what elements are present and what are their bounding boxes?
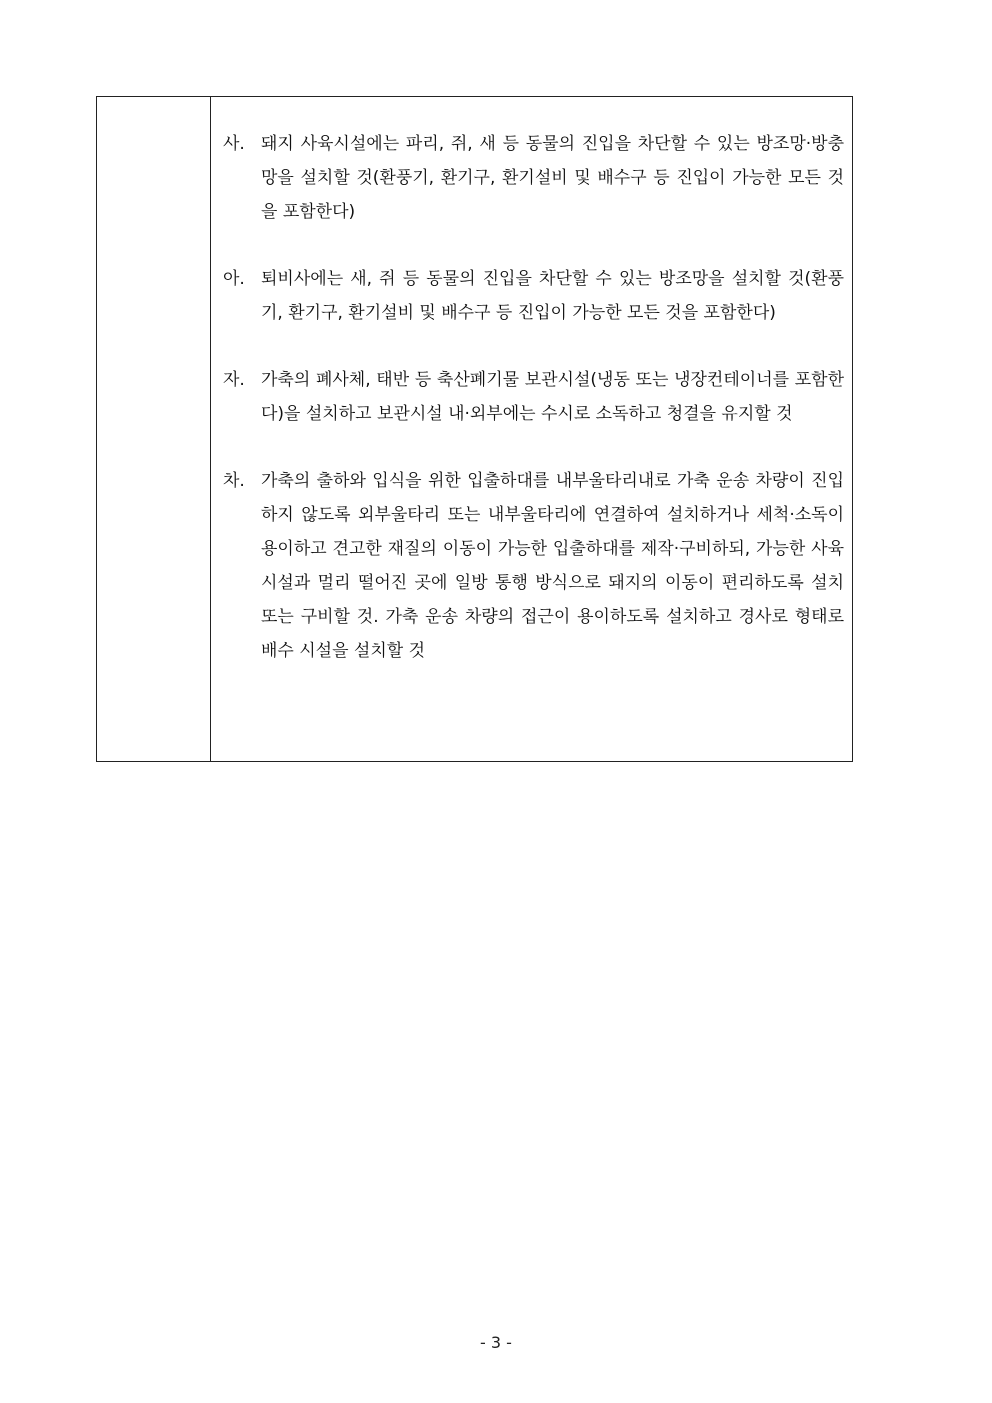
list-item-ja xyxy=(223,363,844,431)
item-marker: 차. xyxy=(223,471,245,491)
item-text: 퇴비사에는 새, 쥐 등 동물의 진입을 차단할 수 있는 방조망을 설치할 것(환풍기, 환기구, 환기설비 및 배수구 등 진입이 가능한 모든 것을 포함한다) xyxy=(261,269,844,323)
item-text: 돼지 사육시설에는 파리, 쥐, 새 등 동물의 진입을 차단할 수 있는 방조망·방충망을 설치할 것(환풍기, 환기구, 환기설비 및 배수구 등 진입이 가능한 모든 것을 포함한다) xyxy=(261,134,844,222)
list-item-cha xyxy=(223,464,844,668)
item-marker: 사. xyxy=(223,134,245,154)
list-item-sa xyxy=(223,127,844,229)
document-table xyxy=(96,96,853,762)
item-marker: 자. xyxy=(223,370,245,390)
item-marker: 아. xyxy=(223,269,245,289)
table-left-column xyxy=(97,97,211,761)
table-content-cell xyxy=(211,97,852,761)
item-text: 가축의 폐사체, 태반 등 축산폐기물 보관시설(냉동 또는 냉장컨테이너를 포함한다)을 설치하고 보관시설 내·외부에는 수시로 소독하고 청결을 유지할 것 xyxy=(261,370,844,424)
list-item-a xyxy=(223,262,844,330)
item-text: 가축의 출하와 입식을 위한 입출하대를 내부울타리내로 가축 운송 차량이 진입하지 않도록 외부울타리 또는 내부울타리에 연결하여 설치하거나 세척·소독이 용이하고 견고한 재질의 이동이 가능한 입출하대를 제작·구비하되, 가능한 사육시설과 멀리 떨어진 곳에 일방 통행 방식으로 돼지의 이동이 편리하도록 설치 또는 구비할 것. 가축 운송 차량의 접근이 용이하도록 설치하고 경사로 형태로 배수 시설을 설치할 것 xyxy=(261,471,844,661)
page-number: - 3 - xyxy=(480,1333,512,1352)
